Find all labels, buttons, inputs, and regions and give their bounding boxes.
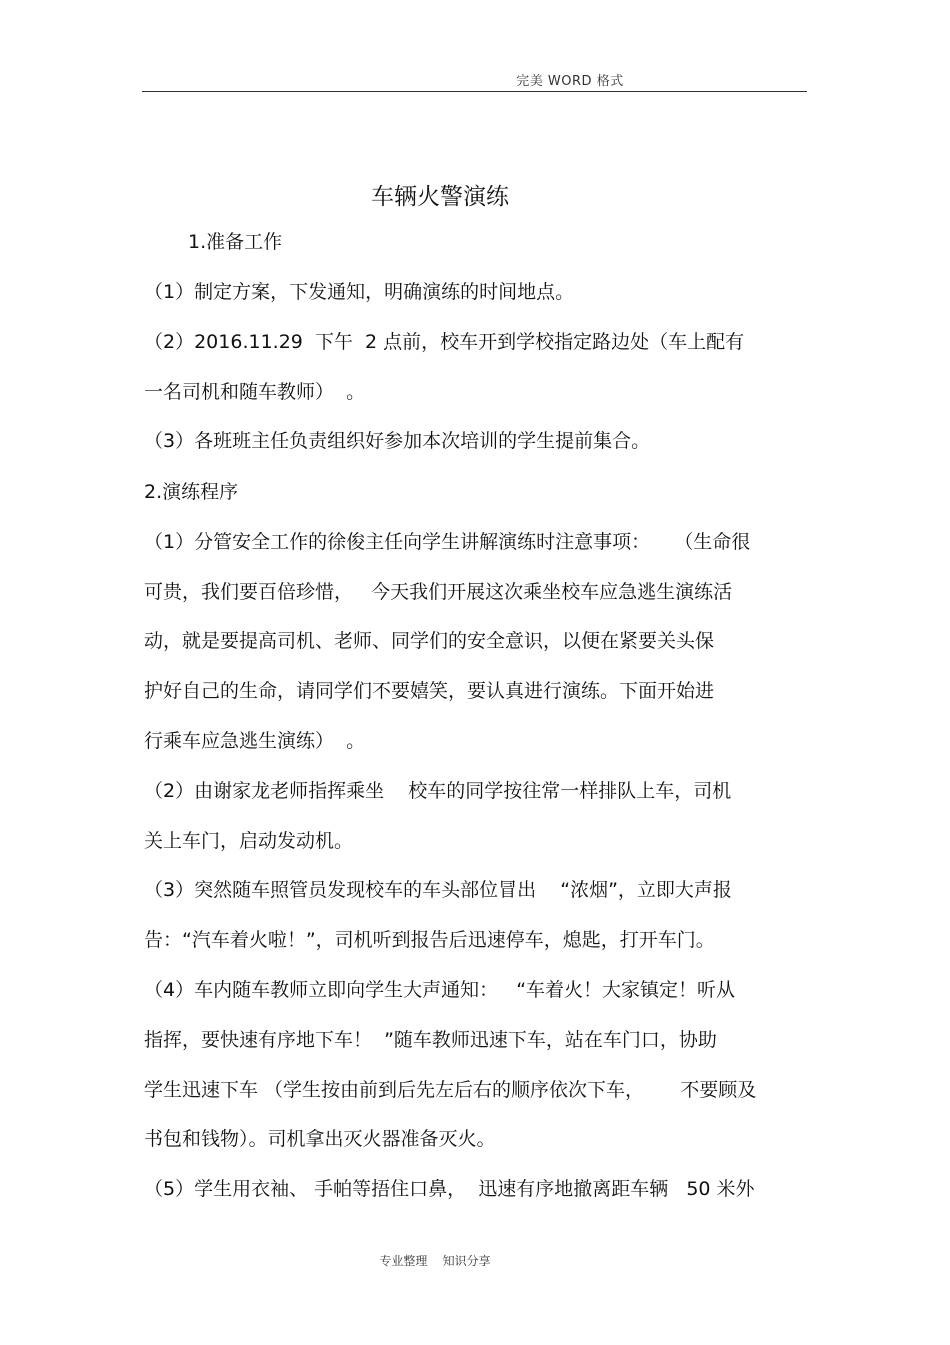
body-line: （4）车内随车教师立即向学生大声通知： “车着火！大家镇定！听从 [144, 979, 736, 1001]
body-line: 书包和钱物）。司机拿出灭火器准备灭火。 [144, 1128, 496, 1150]
body-line: 一名司机和随车教师） 。 [144, 381, 366, 403]
body-line: （2）由谢家龙老师指挥乘坐 校车的同学按往常一样排队上车，司机 [144, 780, 732, 802]
body-line: 学生迅速下车 （学生按由前到后先左后右的顺序依次下车， 不要顾及 [144, 1079, 757, 1101]
page-header: 完美 WORD 格式 [516, 74, 624, 89]
body-line: 动，就是要提高司机、老师、同学们的安全意识，以便在紧要关头保 [144, 630, 715, 652]
body-line: （1）分管安全工作的徐俊主任向学生讲解演练时注意事项： （生命很 [144, 531, 751, 553]
body-line: 行乘车应急逃生演练） 。 [144, 730, 366, 752]
body-line: （3）各班班主任负责组织好参加本次培训的学生提前集合。 [144, 430, 651, 452]
body-line: 可贵，我们要百倍珍惜， 今天我们开展这次乘坐校车应急逃生演练活 [144, 581, 733, 603]
body-line: （3）突然随车照管员发现校车的车头部位冒出 “浓烟”，立即大声报 [144, 879, 732, 901]
body-line: （1）制定方案，下发通知，明确演练的时间地点。 [144, 281, 575, 303]
document-title: 车辆火警演练 [371, 184, 509, 210]
page-footer: 专业整理 知识分享 [379, 1254, 491, 1268]
body-line: （5）学生用衣袖、 手帕等捂住口鼻， 迅速有序地撤离距车辆 50 米外 [144, 1178, 755, 1200]
header-divider [142, 91, 807, 92]
body-line: 关上车门，启动发动机。 [144, 830, 354, 852]
body-line: （2）2016.11.29 下午 2 点前，校车开到学校指定路边处（车上配有 [144, 331, 745, 353]
body-line: 告：“汽车着火啦！”，司机听到报告后迅速停车，熄匙，打开车门。 [144, 929, 715, 951]
section-heading: 2.演练程序 [144, 481, 239, 503]
body-line: 指挥，要快速有序地下车！ ”随车教师迅速下车，站在车门口，协助 [144, 1029, 717, 1051]
body-line: 护好自己的生命，请同学们不要嬉笑，要认真进行演练。下面开始进 [144, 680, 715, 702]
section-heading: 1.准备工作 [188, 231, 283, 253]
